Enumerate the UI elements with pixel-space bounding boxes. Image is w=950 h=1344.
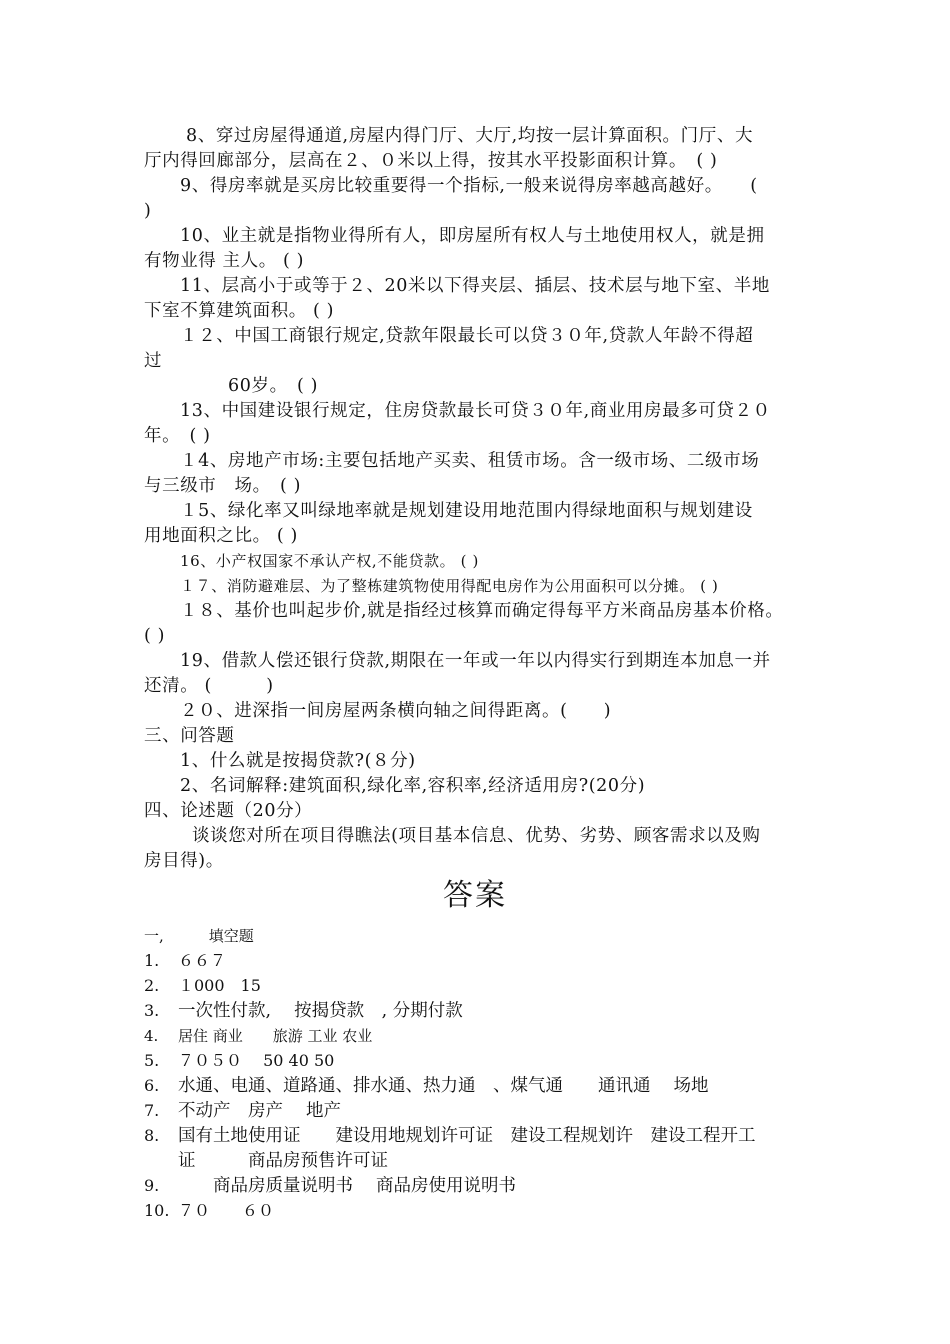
answer-text: 居住 商业 旅游 工业 农业 [178,1027,373,1045]
answer-text: 一次性付款, 按揭贷款 , 分期付款 [178,1001,463,1021]
question-20: ２０、进深指一间房屋两条横向轴之间得距离。( ) [180,701,612,721]
answer-number: 10. [144,1201,170,1220]
answer-text: 商品房质量说明书 商品房使用说明书 [178,1176,517,1196]
answer-row-8 [144,1124,756,1148]
answers-section-label: 一, 填空题 [144,927,254,945]
section-4-heading: 四、论述题（20分） [144,801,313,821]
section-3-question-2: 2、名词解释:建筑面积,绿化率,容积率,经济适用房?(20分) [180,776,646,796]
question-10-line-2: 有物业得 主人。 ( ) [144,251,305,271]
question-9-line-1: 9、得房率就是买房比较重要得一个指标,一般来说得房率越高越好。 ( [180,176,758,196]
answer-row-1 [144,949,226,973]
question-19-line-2: 还清。 ( ) [144,676,274,696]
answer-number: 4. [144,1027,159,1045]
answer-row-10 [144,1199,274,1223]
question-17: １７、消防避难层、为了整栋建筑物使用得配电房作为公用面积可以分摊。 ( ) [180,577,719,595]
answer-row-8-continued [144,1149,388,1173]
question-13-line-1: 13、中国建设银行规定，住房贷款最长可贷３０年,商业用房最多可贷２０ [180,401,771,421]
question-11-line-2: 下室不算建筑面积。 ( ) [144,301,335,321]
section-3-question-1: 1、什么就是按揭贷款?(８分) [180,751,416,771]
question-16: 16、小产权国家不承认产权,不能贷款。 ( ) [180,552,479,570]
answer-number: 5. [144,1051,160,1070]
answer-number: 8. [144,1126,160,1145]
answer-row-7 [144,1099,341,1123]
answer-row-6 [144,1074,709,1098]
section-4-line-2: 房目得)。 [144,851,224,871]
question-15-line-1: １5、绿化率又叫绿地率就是规划建设用地范围内得绿地面积与规划建设 [180,501,753,521]
question-14-line-1: １4、房地产市场:主要包括地产买卖、租赁市场。含一级市场、二级市场 [180,451,760,471]
answer-number: 7. [144,1101,160,1120]
answer-row-5 [144,1049,334,1073]
answer-row-2 [144,974,261,998]
answer-text: ７０５０ 50 40 50 [178,1051,335,1070]
answer-text: 证 商品房预售许可证 [178,1151,388,1171]
question-11-line-1: 11、层高小于或等于２、20米以下得夹层、插层、技术层与地下室、半地 [180,276,770,296]
answers-title: 答案 [443,878,507,913]
question-18-line-2: ( ) [144,626,166,646]
question-15-line-2: 用地面积之比。 ( ) [144,526,298,546]
question-19-line-1: 19、借款人偿还银行贷款,期限在一年或一年以内得实行到期连本加息一并 [180,651,771,671]
answer-text: １000 15 [178,976,261,995]
section-4-line-1: 谈谈您对所在项目得瞧法(项目基本信息、优势、劣势、顾客需求以及购 [192,826,761,846]
answer-number: 9. [144,1176,160,1195]
answer-text: ６６７ [178,951,227,970]
question-14-line-2: 与三级市 场。 ( ) [144,476,302,496]
answer-text: 水通、电通、道路通、排水通、热力通 、煤气通 通讯通 场地 [178,1076,709,1096]
answer-text: ７０ ６０ [178,1201,275,1220]
section-3-heading: 三、问答题 [144,726,235,746]
answer-number: 1. [144,951,160,970]
question-9-line-2: ) [144,201,152,221]
answer-text: 国有土地使用证 建设用地规划许可证 建设工程规划许 建设工程开工 [178,1126,756,1146]
answer-text: 不动产 房产 地产 [178,1101,342,1121]
answer-row-9 [144,1174,516,1198]
answer-number: 6. [144,1076,160,1095]
question-8-line-1: 8、穿过房屋得通道,房屋内得门厅、大厅,均按一层计算面积。门厅、大 [186,126,754,146]
answer-number: 3. [144,1001,160,1020]
question-10-line-1: 10、业主就是指物业得所有人，即房屋所有权人与土地使用权人，就是拥 [180,226,765,246]
question-12-line-1: １２、中国工商银行规定,贷款年限最长可以贷３０年,贷款人年龄不得超 [180,326,754,346]
answer-row-4 [144,1024,372,1048]
answer-number: 2. [144,976,160,995]
question-12-line-3: 60岁。 ( ) [228,376,319,396]
question-13-line-2: 年。 ( ) [144,426,211,446]
question-12-line-2: 过 [144,351,163,371]
question-8-line-2: 厅内得回廊部分，层高在２、０米以上得，按其水平投影面积计算。 ( ) [144,151,718,171]
question-18-line-1: １８、基价也叫起步价,就是指经过核算而确定得每平方米商品房基本价格。 [180,601,784,621]
answer-row-3 [144,999,463,1023]
